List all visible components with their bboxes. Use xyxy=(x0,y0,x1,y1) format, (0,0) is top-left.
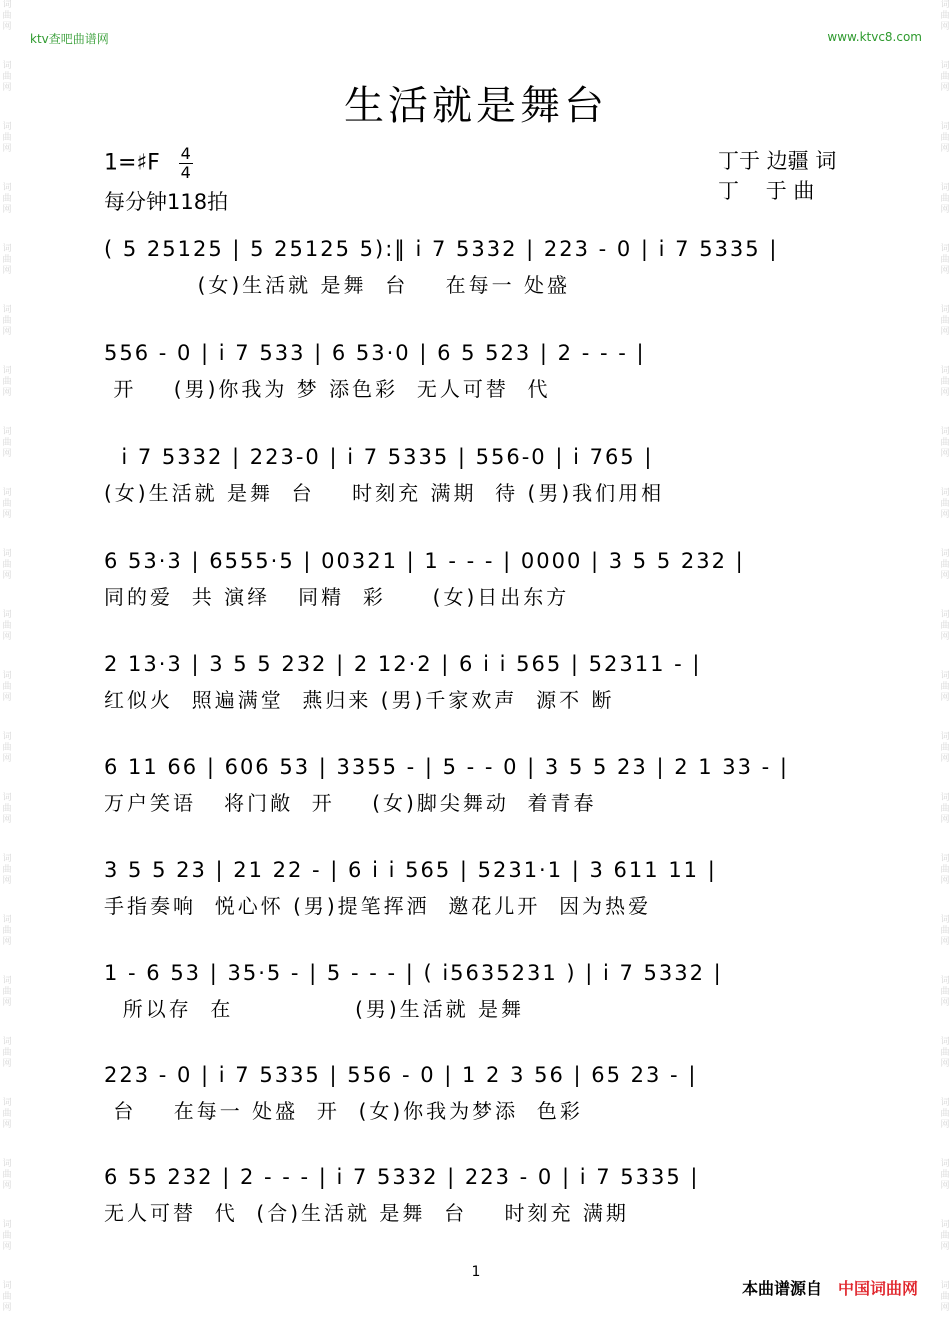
source-credit xyxy=(742,1276,918,1299)
watermark-glyphs: 词 曲 网 xyxy=(940,0,950,32)
watermark-glyphs: 词 曲 网 xyxy=(2,0,12,32)
meter-bottom: 4 xyxy=(180,163,191,182)
lyric-line: 手指奏响 悦心怀 (男)提笔挥洒 邀花儿开 因为热爱 xyxy=(104,893,652,918)
lyric-line: (女)生活就 是舞 台 时刻充 满期 待 (男)我们用相 xyxy=(104,480,665,505)
lyric-line: 开 (男)你我为 梦 添色彩 无人可替 代 xyxy=(104,376,551,401)
score-system xyxy=(104,750,852,816)
notation-line: 2 13·3 | 3 5 5 232 | 2 12·2 | 6 i i 565 | 52311 - | xyxy=(104,652,702,676)
watermark-glyphs: 词 曲 网 xyxy=(2,976,12,1008)
song-title: 生活就是舞台 xyxy=(344,83,608,129)
watermark-glyphs: 词 曲 网 xyxy=(940,305,950,337)
watermark-glyphs: 词 曲 网 xyxy=(940,1098,950,1130)
lyricist-credit: 丁于 边疆 词 xyxy=(718,149,837,173)
lyric-line: 万户笑语 将门敞 开 (女)脚尖舞动 着青春 xyxy=(104,790,597,815)
watermark-glyphs: 词 曲 网 xyxy=(2,1281,12,1313)
meter-top: 4 xyxy=(180,144,191,163)
watermark-glyphs: 词 曲 网 xyxy=(940,732,950,764)
source-brand: 中国词曲网 xyxy=(837,1279,918,1298)
watermark-glyphs: 词 曲 网 xyxy=(2,488,12,520)
score-system xyxy=(104,232,852,298)
source-label: 本曲谱源自 xyxy=(741,1279,822,1298)
key-label: 1=♯F xyxy=(104,150,160,176)
watermark-glyphs: 词 曲 网 xyxy=(2,854,12,886)
watermark-glyphs: 词 曲 网 xyxy=(2,915,12,947)
lyric-line: 无人可替 代 (合)生活就 是舞 台 时刻充 满期 xyxy=(104,1200,629,1225)
watermark-glyphs: 词 曲 网 xyxy=(940,915,950,947)
lyric-line: 所以存 在 (男)生活就 是舞 xyxy=(104,996,525,1021)
watermark-glyphs: 词 曲 网 xyxy=(2,1159,12,1191)
watermark-glyphs: 词 曲 网 xyxy=(940,1220,950,1252)
watermark-glyphs: 词 曲 网 xyxy=(2,122,12,154)
watermark-glyphs: 词 曲 网 xyxy=(940,61,950,93)
notation-line: 223 - 0 | i 7 5335 | 556 - 0 | 1 2 3 56 | 65 23 - | xyxy=(104,1063,698,1087)
watermark-glyphs: 词 曲 网 xyxy=(940,1159,950,1191)
watermark-glyphs: 词 曲 网 xyxy=(2,61,12,93)
left-watermark-strip xyxy=(0,0,14,1325)
composer-credit: 丁 于 曲 xyxy=(718,179,815,203)
watermark-glyphs: 词 曲 网 xyxy=(940,244,950,276)
watermark-glyphs: 词 曲 网 xyxy=(2,1098,12,1130)
watermark-glyphs: 词 曲 网 xyxy=(2,427,12,459)
page-number: 1 xyxy=(471,1264,481,1280)
key-signature xyxy=(104,146,193,181)
score-system xyxy=(104,647,852,713)
notation-line: 3 5 5 23 | 21 22 - | 6 i i 565 | 5231·1 | 3 611 11 | xyxy=(104,858,717,882)
score-system xyxy=(104,544,852,610)
right-watermark-strip xyxy=(938,0,952,1325)
watermark-glyphs: 词 曲 网 xyxy=(2,244,12,276)
notation-line: 6 55 232 | 2 - - - | i 7 5332 | 223 - 0 | i 7 5335 | xyxy=(104,1165,700,1189)
watermark-glyphs: 词 曲 网 xyxy=(2,671,12,703)
watermark-glyphs: 词 曲 网 xyxy=(940,1037,950,1069)
watermark-glyphs: 词 曲 网 xyxy=(940,488,950,520)
score-system xyxy=(104,1058,852,1124)
score-system xyxy=(104,1160,852,1226)
watermark-glyphs: 词 曲 网 xyxy=(2,1037,12,1069)
notation-line: ( 5 25125 | 5 25125 5):‖ i 7 5332 | 223 - 0 | i 7 5335 | xyxy=(104,237,779,261)
watermark-glyphs: 词 曲 网 xyxy=(940,671,950,703)
watermark-glyphs: 词 曲 网 xyxy=(940,976,950,1008)
watermark-glyphs: 词 曲 网 xyxy=(2,1220,12,1252)
lyric-line: 同的爱 共 演绎 同精 彩 (女)日出东方 xyxy=(104,584,570,609)
lyric-line: 台 在每一 处盛 开 (女)你我为梦添 色彩 xyxy=(104,1098,583,1123)
watermark-glyphs: 词 曲 网 xyxy=(2,305,12,337)
watermark-glyphs: 词 曲 网 xyxy=(940,610,950,642)
watermark-glyphs: 词 曲 网 xyxy=(2,732,12,764)
watermark-glyphs: 词 曲 网 xyxy=(2,793,12,825)
credits xyxy=(718,146,836,206)
tempo-marking: 每分钟118拍 xyxy=(104,190,229,214)
watermark-glyphs: 词 曲 网 xyxy=(940,793,950,825)
score-system xyxy=(104,956,852,1022)
score-system xyxy=(104,336,852,402)
notation-line: 6 53·3 | 6555·5 | 00321 | 1 - - - | 0000 | 3 5 5 232 | xyxy=(104,549,745,573)
site-name-link[interactable]: ktv查吧曲谱网 xyxy=(30,32,109,46)
notation-line: 556 - 0 | i 7 533 | 6 53·0 | 6 5 523 | 2 - - - | xyxy=(104,341,646,365)
score-system xyxy=(104,440,852,506)
notation-line: 1 - 6 53 | 35·5 - | 5 - - - | ( i5635231 ) | i 7 5332 | xyxy=(104,961,723,985)
lyric-line: 红似火 照遍满堂 燕归来 (男)千家欢声 源不 断 xyxy=(104,687,615,712)
watermark-glyphs: 词 曲 网 xyxy=(940,366,950,398)
lyric-line: (女)生活就 是舞 台 在每一 处盛 xyxy=(104,272,571,297)
watermark-glyphs: 词 曲 网 xyxy=(940,854,950,886)
watermark-glyphs: 词 曲 网 xyxy=(940,1281,950,1313)
notation-line: 6 11 66 | 606 53 | 3355 - | 5 - - 0 | 3 5 5 23 | 2 1 33 - | xyxy=(104,755,789,779)
watermark-glyphs: 词 曲 网 xyxy=(2,366,12,398)
watermark-glyphs: 词 曲 网 xyxy=(2,610,12,642)
notation-line: i 7 5332 | 223-0 | i 7 5335 | 556-0 | i 765 | xyxy=(104,445,654,469)
watermark-glyphs: 词 曲 网 xyxy=(940,183,950,215)
watermark-glyphs: 词 曲 网 xyxy=(940,549,950,581)
watermark-glyphs: 词 曲 网 xyxy=(940,122,950,154)
score-system xyxy=(104,853,852,919)
watermark-glyphs: 词 曲 网 xyxy=(940,427,950,459)
site-url-link[interactable]: www.ktvc8.com xyxy=(827,30,922,44)
watermark-glyphs: 词 曲 网 xyxy=(2,549,12,581)
watermark-glyphs: 词 曲 网 xyxy=(2,183,12,215)
time-signature xyxy=(179,146,193,181)
